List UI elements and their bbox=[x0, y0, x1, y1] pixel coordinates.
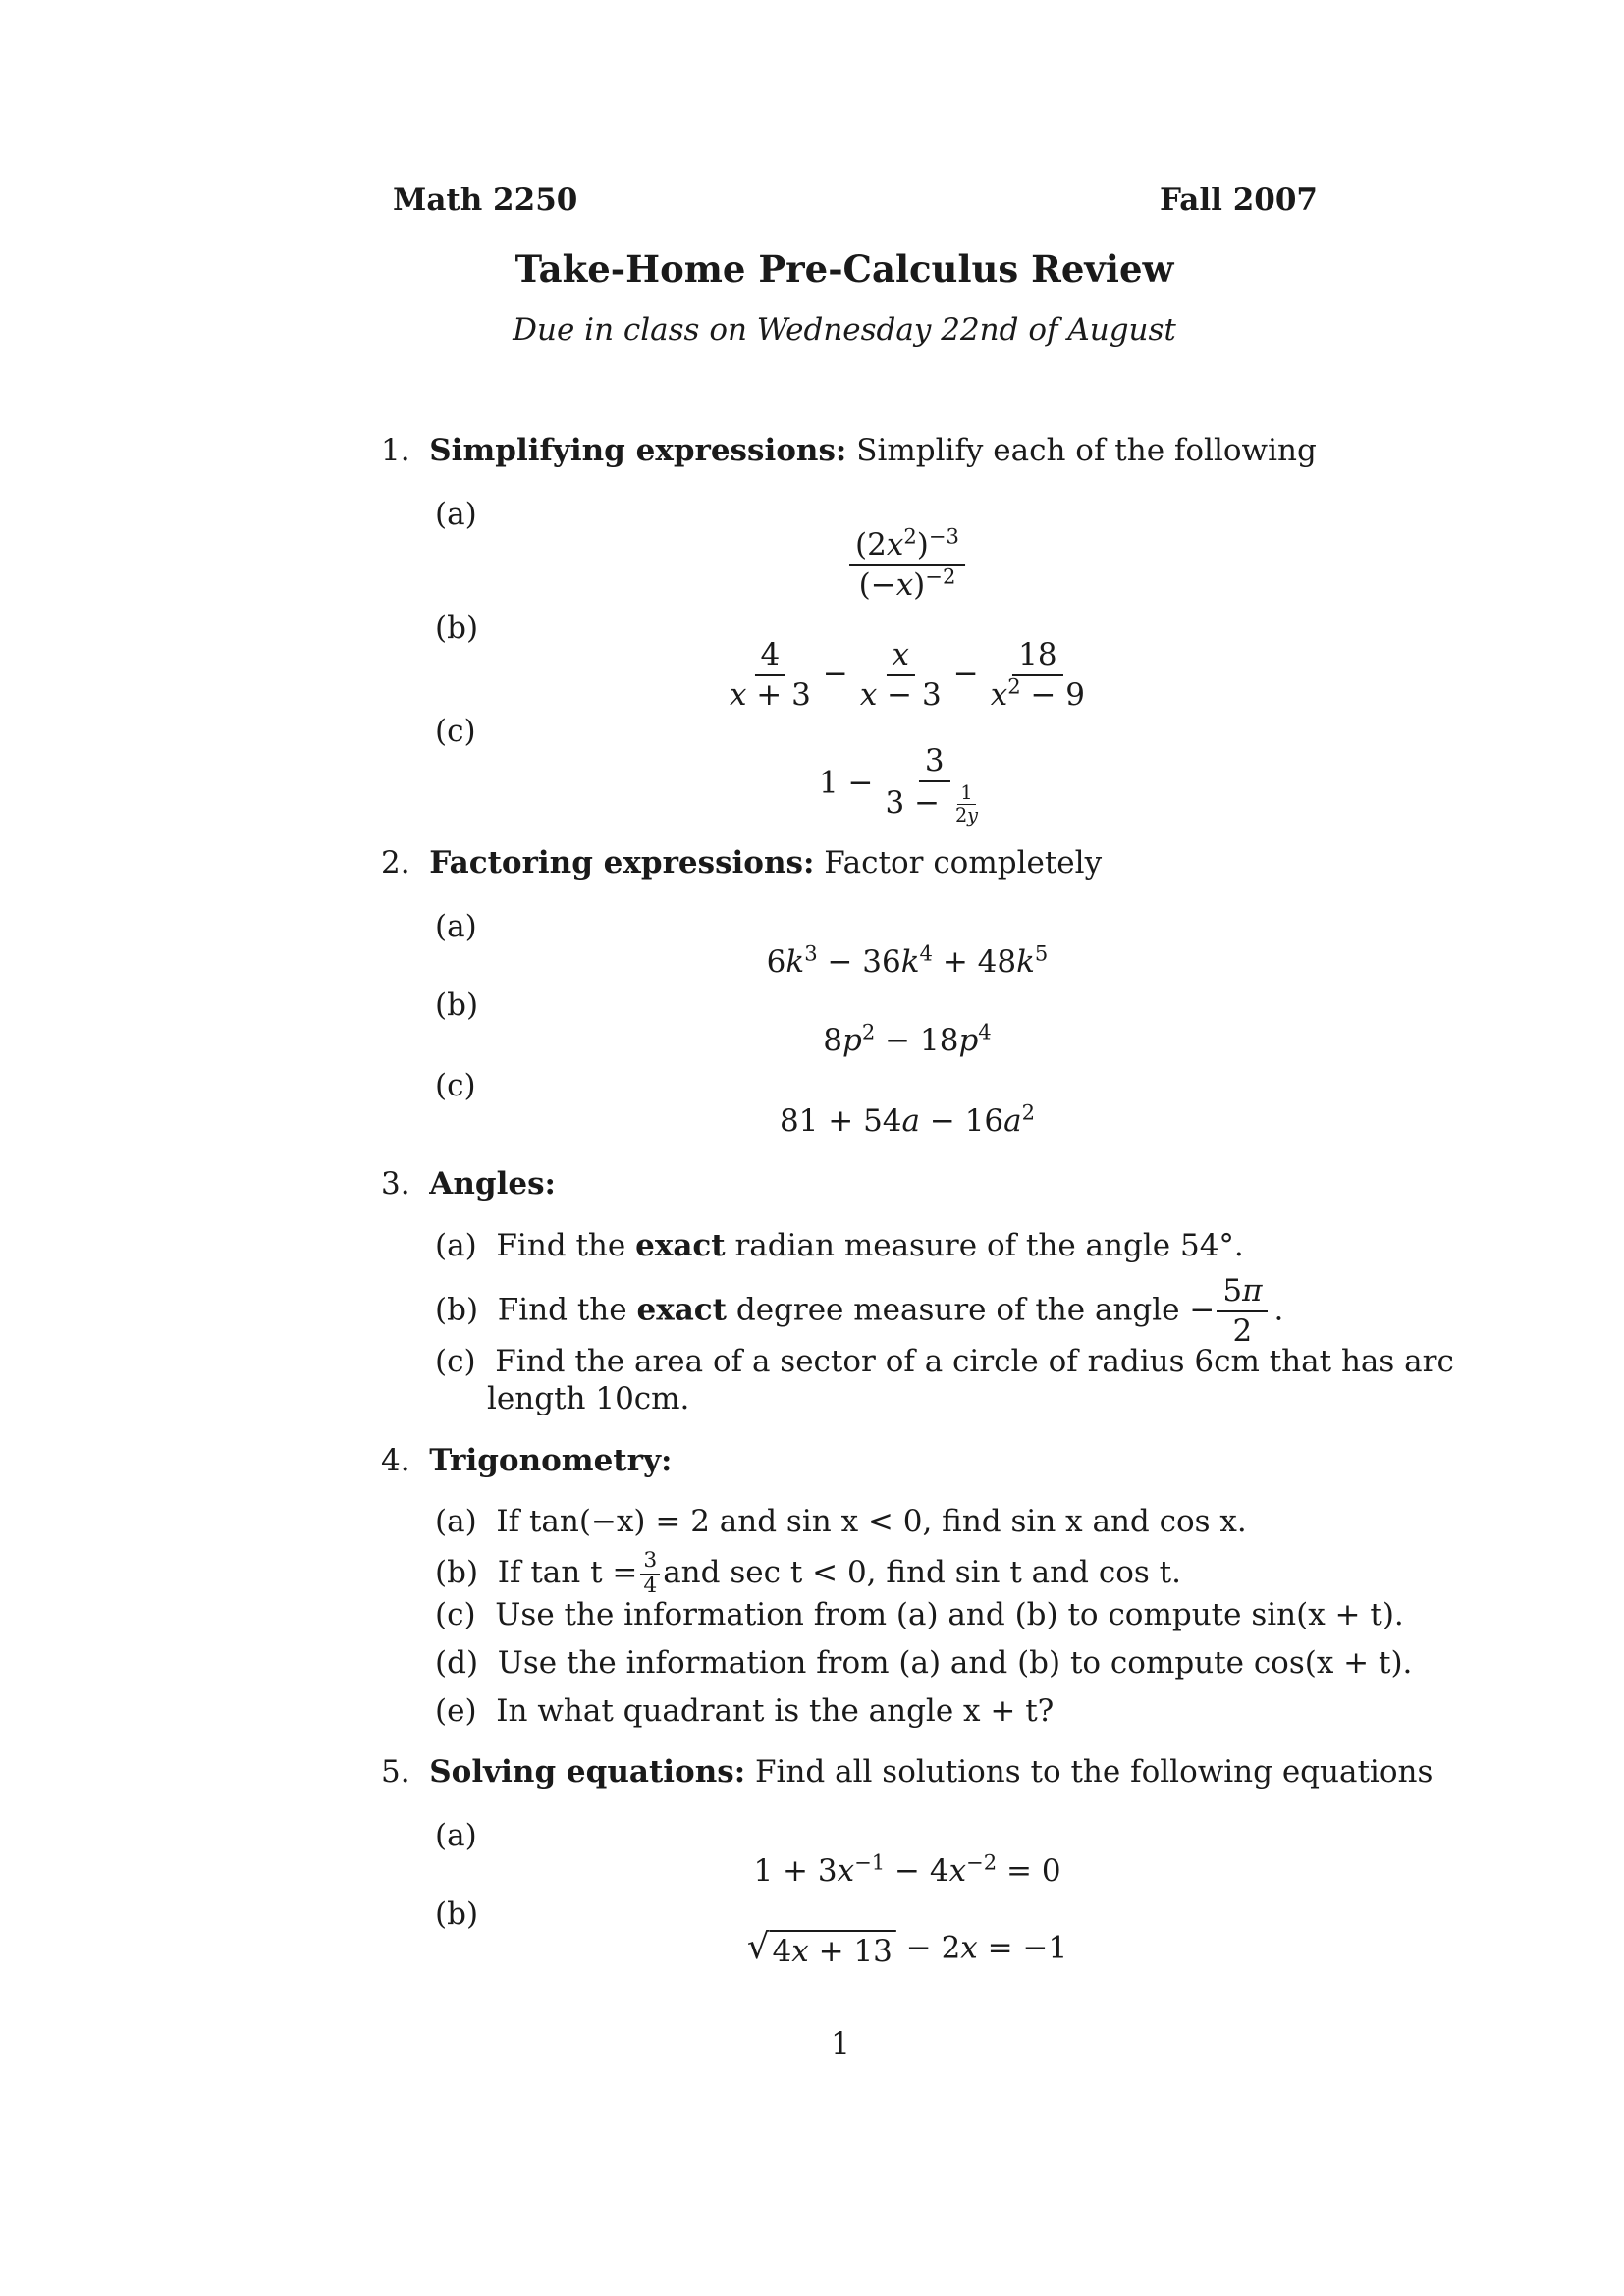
problem-2b-expression: $8p^2 - 18p^4$ bbox=[823, 1019, 992, 1058]
problem-4d: (d) Use the information from (a) and (b) to compute cos(x + t). bbox=[435, 1645, 1413, 1681]
problem-5b-label: (b) bbox=[435, 1896, 479, 1932]
problem-2a-expression: $6k^3 - 36k^4 + 48k^5$ bbox=[766, 940, 1049, 980]
problem-3c-line-2: length 10cm. bbox=[487, 1381, 690, 1416]
problem-4b: (b) If tan t = $\frac{3}{4}$ and sec t < 0, find sin t and cos t. bbox=[435, 1548, 1181, 1598]
problem-1a-expression: $\frac{(2x^2)^{-3}}{(-x)^{-2}}$ bbox=[843, 526, 971, 605]
problem-1a-label: (a) bbox=[435, 497, 477, 532]
page-title: Take-Home Pre-Calculus Review bbox=[514, 247, 1174, 291]
problem-4e: (e) In what quadrant is the angle x + t? bbox=[435, 1693, 1055, 1729]
problem-2-heading: 2. Factoring expressions: Factor completely bbox=[381, 845, 1103, 881]
problem-2c-expression: $81 + 54a - 16a^2$ bbox=[779, 1099, 1036, 1139]
problem-5a-equation: $1 + 3x^{-1} - 4x^{-2} = 0$ bbox=[753, 1849, 1061, 1889]
problem-1b-label: (b) bbox=[435, 611, 479, 646]
problem-2b-label: (b) bbox=[435, 988, 479, 1023]
problem-5b-equation: √ 4x + 13 − 2x = −1 bbox=[746, 1927, 1068, 1969]
problem-4-heading: 4. Trigonometry: bbox=[381, 1443, 673, 1478]
term: Fall 2007 bbox=[1159, 183, 1318, 218]
problem-1-heading: 1. Simplifying expressions: Simplify each of the following bbox=[381, 433, 1317, 468]
problem-5-heading: 5. Solving equations: Find all solutions to the following equations bbox=[381, 1754, 1434, 1789]
problem-1b-expression: $\frac{4}{x + 3}$ − $\frac{x}{x - 3}$ − $\frac{18}{x^2 - 9}$ bbox=[729, 637, 1086, 713]
problem-5a-label: (a) bbox=[435, 1818, 477, 1853]
course-name: Math 2250 bbox=[393, 183, 578, 218]
problem-3b: (b) Find the exact degree measure of the angle − $\frac{5\pi}{2}$ . bbox=[435, 1273, 1284, 1349]
problem-4a: (a) If tan(−x) = 2 and sin x < 0, find sin x and cos x. bbox=[435, 1504, 1247, 1539]
problem-1c-expression: 1 − 3 3 − $\frac{1}{2y}$ bbox=[818, 743, 979, 827]
page-subtitle: Due in class on Wednesday 22nd of August bbox=[513, 312, 1176, 347]
problem-3c-line-1: (c) Find the area of a sector of a circle of radius 6cm that has arc bbox=[435, 1344, 1454, 1379]
problem-4c: (c) Use the information from (a) and (b) to compute sin(x + t). bbox=[435, 1597, 1404, 1632]
page-number: 1 bbox=[831, 2026, 850, 2061]
problem-2c-label: (c) bbox=[435, 1068, 476, 1103]
problem-2a-label: (a) bbox=[435, 909, 477, 944]
problem-3a: (a) Find the exact radian measure of the angle 54°. bbox=[435, 1228, 1244, 1263]
problem-3-heading: 3. Angles: bbox=[381, 1166, 556, 1201]
problem-1c-label: (c) bbox=[435, 714, 476, 749]
